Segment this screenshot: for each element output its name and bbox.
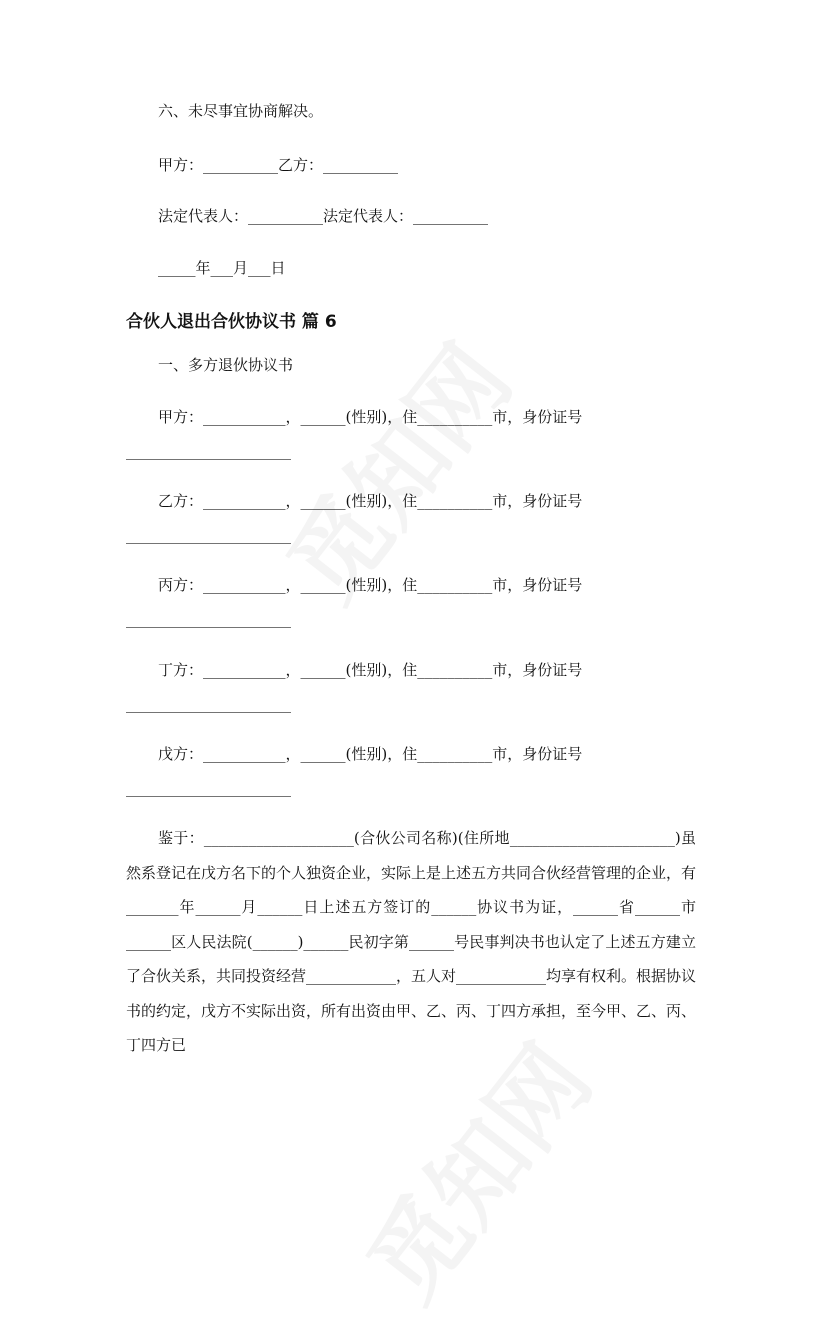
party-continuation: ______________________ <box>126 779 291 797</box>
party-line: 乙方：___________，______(性别)，住__________市，身份证号 <box>158 492 583 510</box>
subheading: 一、多方退伙协议书 <box>158 356 294 374</box>
party-line: 戊方：___________，______(性别)，住__________市，身份证号 <box>158 745 583 763</box>
section-heading: 合伙人退出合伙协议书 篇 6 <box>126 312 337 332</box>
party-line: 丙方：___________，______(性别)，住__________市，身份证号 <box>158 576 583 594</box>
party-continuation: ______________________ <box>126 442 291 460</box>
party-continuation: ______________________ <box>126 526 291 544</box>
party-line: 丁方：___________，______(性别)，住__________市，身份证号 <box>158 661 583 679</box>
party-line: 甲方：___________，______(性别)，住__________市，身份证号 <box>158 408 583 426</box>
signature-date: _____年___月___日 <box>158 259 286 277</box>
signature-representatives: 法定代表人：__________法定代表人：__________ <box>158 207 489 225</box>
signature-parties: 甲方：__________乙方：__________ <box>158 156 399 174</box>
party-continuation: ______________________ <box>126 695 291 713</box>
party-continuation: ______________________ <box>126 610 291 628</box>
section-six-text: 六、未尽事宜协商解决。 <box>158 102 324 120</box>
whereas-paragraph: 鉴于：____________________(合伙公司名称)(住所地______________________)虽然系登记在戊方名下的个人独资企业，实际上是上述五方共同合伙经营管理的企业，有_______年______月______日上述五方签订的______协议书为证，______省______市______区人民法院(______)______民初字第______号民事判决书也认定了上述五方建立了合伙关系，共同投资经营____________，五人对____________均享有权利。根据协议书的约定，戊方不实际出资，所有出资由甲、乙、丙、丁四方承担，至今甲、乙、丙、丁四方已 <box>126 829 697 1054</box>
